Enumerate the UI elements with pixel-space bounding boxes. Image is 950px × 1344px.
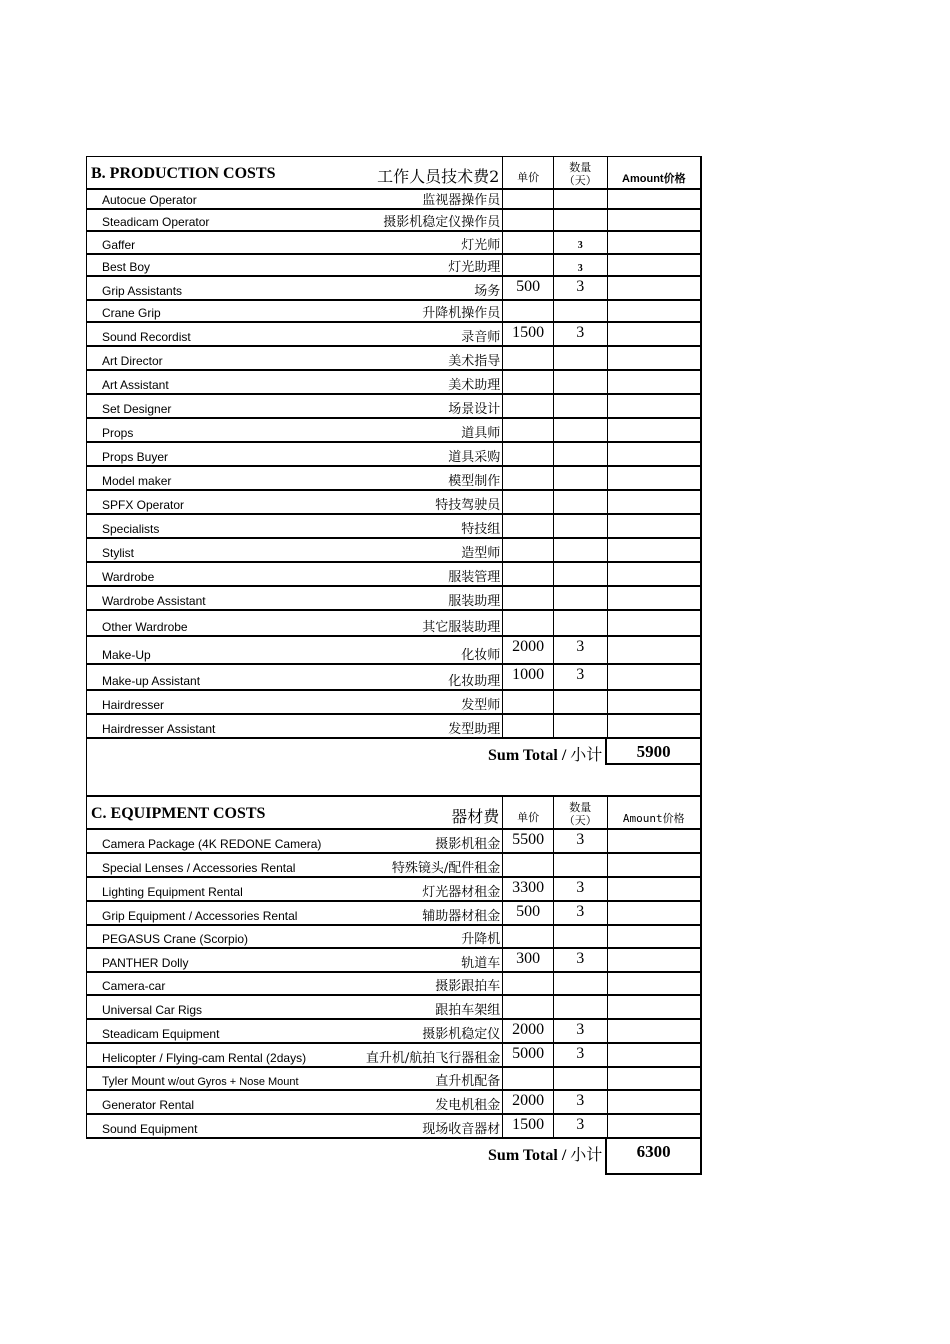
quantity-cell: 3 (576, 903, 585, 920)
amount-cell (607, 539, 702, 561)
quantity-cell: 3 (576, 278, 585, 295)
item-name-zh: 直升机/航拍飞行器租金 (365, 1051, 501, 1066)
amount-cell (607, 232, 702, 253)
table-row (86, 371, 702, 395)
unit-price-cell: 2000 (512, 638, 545, 655)
col-amount: Amount价格 (622, 173, 686, 185)
amount-cell (607, 637, 702, 663)
table-row (86, 949, 702, 973)
table-row (86, 715, 702, 739)
production-title-zh: 工作人员技术费2 (377, 167, 500, 186)
item-name: Other Wardrobe (102, 620, 188, 634)
quantity-cell: 3 (576, 950, 585, 967)
item-name-zh: 特殊镜头/配件租金 (391, 861, 501, 876)
equipment-total-value: 6300 (636, 1142, 671, 1161)
amount-cell (607, 1068, 702, 1089)
quantity-cell: 3 (576, 1092, 585, 1109)
amount-cell (607, 443, 702, 465)
item-name: Generator Rental (102, 1098, 195, 1112)
item-name-zh: 灯光助理 (448, 260, 501, 275)
amount-cell (607, 323, 702, 345)
item-name: Grip Equipment / Accessories Rental (102, 909, 298, 923)
table-row (86, 902, 702, 926)
item-name: Hairdresser (102, 698, 165, 712)
item-name: Sound Equipment (102, 1122, 198, 1136)
amount-cell (607, 467, 702, 489)
col-unit-price: 单价 (517, 172, 540, 184)
item-name: Sound Recordist (102, 330, 191, 344)
table-row (86, 878, 702, 902)
item-name: Lighting Equipment Rental (102, 885, 243, 899)
item-name-zh: 直升机配备 (435, 1074, 501, 1089)
amount-cell (607, 395, 702, 417)
budget-sheet (86, 156, 702, 1165)
item-name-zh: 灯光器材租金 (422, 885, 501, 900)
table-row (86, 347, 702, 371)
item-name: Hairdresser Assistant (102, 722, 216, 736)
table-row (86, 691, 702, 715)
amount-cell (607, 419, 702, 441)
production-header-row (86, 156, 702, 190)
table-row (86, 637, 702, 665)
col-quantity: 数量 （天） (563, 802, 597, 827)
amount-cell (607, 1044, 702, 1066)
item-name-zh: 摄影机稳定仪 (422, 1027, 501, 1042)
production-total-value: 5900 (636, 742, 671, 761)
item-name: Props (102, 426, 134, 440)
item-name: Gaffer (102, 238, 136, 252)
item-name-zh: 美术指导 (448, 354, 501, 369)
amount-cell (607, 587, 702, 609)
unit-price-cell: 500 (516, 278, 541, 295)
amount-cell (607, 210, 702, 230)
section-spacer (86, 765, 702, 796)
table-row (86, 515, 702, 539)
amount-cell (607, 1115, 702, 1137)
unit-price-cell: 1500 (512, 1116, 545, 1133)
equipment-total-row (86, 1139, 702, 1165)
item-name-zh: 化妆助理 (448, 674, 501, 689)
item-name-zh: 发型师 (461, 698, 501, 713)
table-row (86, 301, 702, 323)
table-row (86, 323, 702, 347)
quantity-cell: 3 (576, 1045, 585, 1062)
table-row (86, 419, 702, 443)
item-name: Wardrobe (102, 570, 155, 584)
item-name: Camera Package (4K REDONE Camera) (102, 837, 322, 851)
table-row (86, 232, 702, 255)
item-name: PANTHER Dolly (102, 956, 189, 970)
table-row (86, 1020, 702, 1044)
item-name-zh: 其它服装助理 (422, 620, 501, 635)
production-total-row (86, 739, 702, 765)
item-name: Best Boy (102, 260, 151, 274)
table-row (86, 926, 702, 949)
unit-price-cell: 5000 (512, 1045, 545, 1062)
quantity-cell: 3 (576, 638, 585, 655)
item-name: Universal Car Rigs (102, 1003, 203, 1017)
item-name-zh: 摄影跟拍车 (435, 979, 501, 994)
item-name: Helicopter / Flying-cam Rental (2days) (102, 1051, 307, 1065)
amount-cell (607, 665, 702, 689)
equipment-title-zh: 器材费 (451, 807, 500, 826)
amount-cell (607, 611, 702, 635)
item-name-zh: 模型制作 (448, 474, 501, 489)
equipment-total-label: Sum Total / 小计 (488, 1145, 603, 1164)
item-name-zh: 录音师 (461, 330, 501, 345)
amount-cell (607, 563, 702, 585)
table-row (86, 190, 702, 210)
amount-cell (607, 878, 702, 900)
item-name: Model maker (102, 474, 172, 488)
item-name-zh: 服装助理 (448, 594, 501, 609)
equipment-rows (86, 830, 702, 1139)
item-name-zh: 摄影机稳定仪操作员 (383, 215, 501, 230)
quantity-cell: 3 (576, 666, 585, 683)
equipment-header-row (86, 796, 702, 830)
item-name-zh: 发电机租金 (435, 1098, 501, 1113)
table-row (86, 1091, 702, 1115)
item-name-zh: 场务 (474, 284, 501, 299)
item-name: Grip Assistants (102, 284, 183, 298)
amount-cell (607, 926, 702, 947)
amount-cell (607, 190, 702, 208)
amount-cell (607, 949, 702, 971)
item-name: Camera-car (102, 979, 166, 993)
amount-cell (607, 347, 702, 369)
amount-cell (607, 996, 702, 1018)
table-row (86, 1044, 702, 1068)
item-name-zh: 美术助理 (448, 378, 501, 393)
production-rows (86, 190, 702, 739)
item-name-note: w/out Gyros + Nose Mount (168, 1076, 299, 1088)
equipment-costs-section (86, 796, 702, 1165)
table-row (86, 996, 702, 1020)
item-name: Make-up Assistant (102, 674, 201, 688)
item-name-zh: 服装管理 (448, 570, 501, 585)
amount-cell (607, 371, 702, 393)
item-name-zh: 轨道车 (461, 956, 501, 971)
table-row (86, 611, 702, 637)
amount-cell (607, 830, 702, 852)
quantity-cell: 3 (576, 879, 585, 896)
item-name: Steadicam Operator (102, 215, 210, 229)
col-amount: Amount价格 (622, 812, 685, 825)
quantity-cell: 3 (576, 831, 585, 848)
unit-price-cell: 500 (516, 903, 541, 920)
item-name (102, 1074, 299, 1088)
amount-cell (607, 301, 702, 321)
table-row (86, 1115, 702, 1139)
item-name: PEGASUS Crane (Scorpio) (102, 932, 249, 946)
item-name-zh: 现场收音器材 (422, 1122, 501, 1137)
unit-price-cell: 300 (516, 950, 541, 967)
table-row (86, 210, 702, 232)
item-name: Wardrobe Assistant (102, 594, 206, 608)
table-row (86, 255, 702, 277)
equipment-title: C. EQUIPMENT COSTS (91, 805, 266, 822)
amount-cell (607, 255, 702, 275)
production-total-label: Sum Total / 小计 (488, 745, 603, 764)
unit-price-cell: 2000 (512, 1092, 545, 1109)
item-name: Steadicam Equipment (102, 1027, 220, 1041)
item-name-zh: 道具师 (461, 426, 501, 441)
quantity-cell: 3 (576, 1116, 585, 1133)
production-title: B. PRODUCTION COSTS (91, 165, 276, 182)
quantity-cell: 3 (577, 263, 583, 274)
production-costs-section (86, 156, 702, 765)
amount-cell (607, 515, 702, 537)
item-name-main: Tyler Mount (102, 1074, 169, 1088)
unit-price-cell: 3300 (512, 879, 545, 896)
item-name-zh: 监视器操作员 (422, 193, 501, 208)
item-name: Art Director (102, 354, 163, 368)
quantity-cell: 3 (576, 1021, 585, 1038)
table-row (86, 973, 702, 996)
item-name: Autocue Operator (102, 193, 197, 207)
item-name-zh: 升降机 (461, 932, 501, 947)
item-name: Props Buyer (102, 450, 169, 464)
item-name: SPFX Operator (102, 498, 185, 512)
unit-price-cell: 1000 (512, 666, 545, 683)
item-name: Make-Up (102, 648, 151, 662)
item-name-zh: 辅助器材租金 (422, 909, 501, 924)
item-name-zh: 发型助理 (448, 722, 501, 737)
item-name-zh: 特技驾驶员 (435, 498, 501, 513)
table-row (86, 563, 702, 587)
item-name-zh: 摄影机租金 (435, 837, 501, 852)
table-row (86, 395, 702, 419)
item-name-zh: 特技组 (461, 522, 501, 537)
table-row (86, 539, 702, 563)
table-row (86, 587, 702, 611)
item-name: Special Lenses / Accessories Rental (102, 861, 296, 875)
table-row (86, 1068, 702, 1091)
unit-price-cell: 2000 (512, 1021, 545, 1038)
item-name: Set Designer (102, 402, 172, 416)
table-row (86, 854, 702, 878)
table-row (86, 830, 702, 854)
item-name: Art Assistant (102, 378, 169, 392)
amount-cell (607, 1091, 702, 1113)
item-name-zh: 场景设计 (448, 402, 501, 417)
amount-cell (607, 491, 702, 513)
table-row (86, 467, 702, 491)
item-name: Crane Grip (102, 306, 161, 320)
table-row (86, 491, 702, 515)
col-quantity: 数量 （天） (563, 162, 597, 187)
col-unit-price: 单价 (517, 812, 540, 824)
item-name-zh: 升降机操作员 (422, 306, 501, 321)
amount-cell (607, 691, 702, 713)
quantity-cell: 3 (577, 240, 583, 251)
item-name-zh: 灯光师 (461, 238, 501, 253)
item-name-zh: 道具采购 (448, 450, 501, 465)
quantity-cell: 3 (576, 324, 585, 341)
unit-price-cell: 1500 (512, 324, 545, 341)
amount-cell (607, 973, 702, 994)
amount-cell (607, 277, 702, 299)
amount-cell (607, 1020, 702, 1042)
unit-price-cell: 5500 (512, 831, 545, 848)
amount-cell (607, 854, 702, 876)
item-name-zh: 跟拍车架组 (435, 1003, 501, 1018)
amount-cell (607, 902, 702, 924)
item-name: Specialists (102, 522, 160, 536)
item-name-zh: 化妆师 (461, 648, 501, 663)
item-name-zh: 造型师 (461, 546, 501, 561)
table-row (86, 665, 702, 691)
amount-cell (607, 715, 702, 737)
item-name: Stylist (102, 546, 135, 560)
table-row (86, 277, 702, 301)
table-row (86, 443, 702, 467)
